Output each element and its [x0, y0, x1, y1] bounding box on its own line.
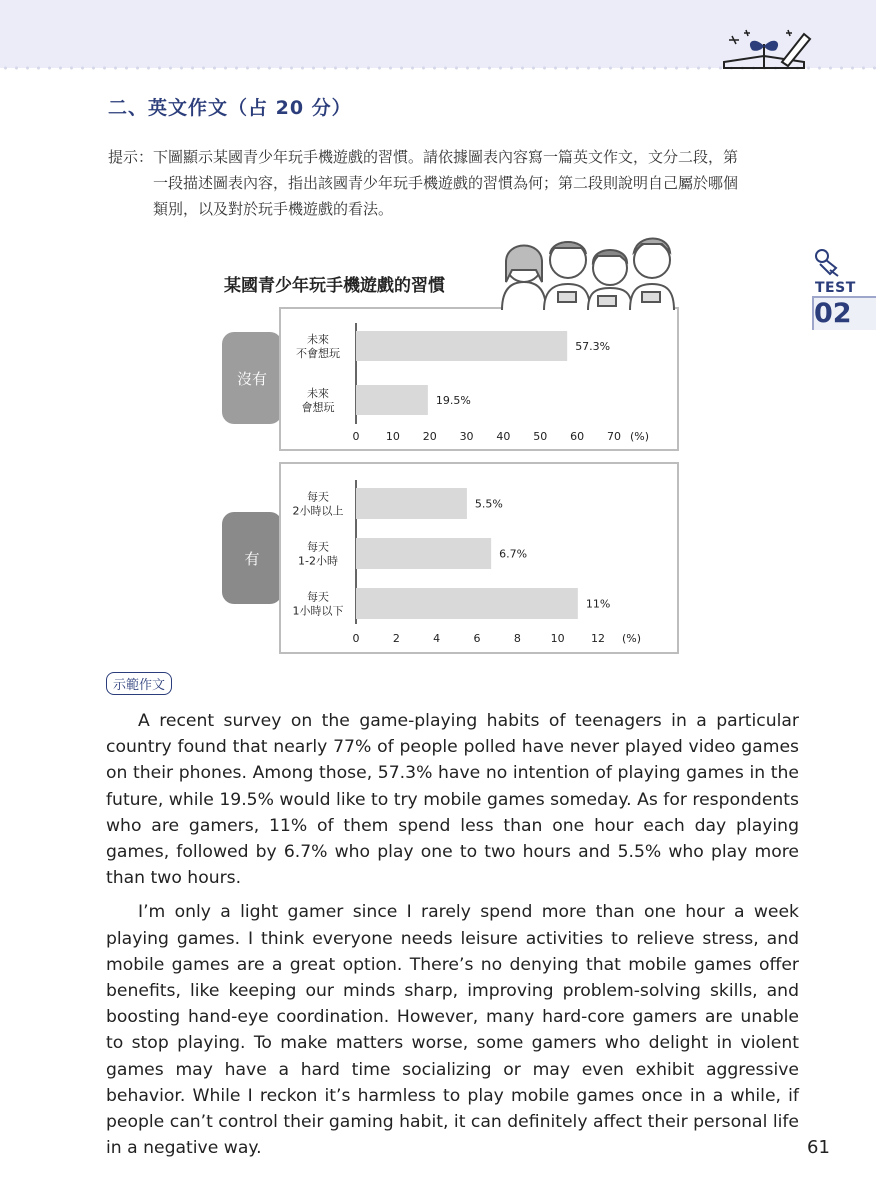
x-tick-label: 12: [591, 632, 605, 645]
page-number: 61: [807, 1137, 830, 1158]
x-tick-label: 70: [607, 430, 621, 443]
group-label: 有: [244, 550, 260, 568]
bar-value-label: 11%: [585, 597, 611, 611]
group-label: 沒有: [236, 370, 268, 388]
hint-label: 提示：: [108, 148, 154, 166]
panel-frame: [280, 308, 678, 450]
category-label-line1: 每天: [307, 490, 329, 504]
bar: [356, 331, 567, 361]
x-tick-label: 20: [422, 430, 437, 443]
x-tick-label: 30: [459, 430, 474, 443]
x-tick-label: 60: [570, 430, 585, 443]
bar-value-label: 57.3%: [575, 340, 611, 353]
x-tick-label: 50: [533, 430, 548, 443]
category-label-line1: 未來: [307, 387, 329, 400]
essay-paragraph: I’m only a light gamer since I rarely spend more than one hour a week playing games. I think everyone needs leisure activities to relieve stress, and mobile games are a great option. There’s no denying that mobile games offer benefits, like keeping our minds sharp, improving problem-solving skills, and boosting hand-eye coordination. However, many hard-core gamers are unable to stop playing. To make matters worse, some gamers who delight in violent games may have a hard time socializing or may even exhibit aggressive behavior. While I reckon it’s harmless to play mobile games once in a while, if people can’t control their gaming habit, it can definitely affect their personal life in a negative way.: [106, 902, 799, 1159]
hint-line: 類別，以及對於玩手機遊戲的看法。: [153, 200, 394, 218]
chart-title: 某國青少年玩手機遊戲的習慣: [224, 276, 445, 296]
bar-value-label: 19.5%: [435, 394, 471, 407]
bar: [356, 538, 491, 569]
x-tick-label: 8: [513, 632, 521, 645]
bar: [356, 385, 428, 415]
category-label-line1: 每天: [307, 590, 329, 604]
sample-essay: [106, 708, 799, 1169]
category-label-line2: 1小時以下: [292, 604, 344, 618]
category-label-line2: 不會想玩: [296, 347, 340, 360]
essay-paragraph: A recent survey on the game-playing habits of teenagers in a particular country found that nearly 77% of people polled have never played video games on their phones. Among those, 57.3% have no intention of playing games in the future, while 19.5% would like to try mobile games someday. As for respondents who are gamers, 11% of them spend less than one hour each day playing games, followed by 6.7% who play one to two hours and 5.5% who play more than two hours.: [106, 711, 799, 889]
category-label-line2: 會想玩: [301, 401, 335, 414]
test-number: 02: [814, 298, 852, 329]
four-kids-with-phones-icon: [498, 230, 678, 310]
x-axis-unit: (%): [622, 632, 642, 645]
bar-value-label: 6.7%: [499, 547, 528, 561]
hint-line: 一段描述圖表內容，指出該國青少年玩手機遊戲的習慣為何；第二段則說明自己屬於哪個: [153, 174, 739, 192]
x-tick-label: 10: [550, 632, 565, 645]
x-tick-label: 4: [433, 632, 441, 645]
bar: [356, 588, 578, 619]
category-label-line2: 2小時以上: [292, 504, 344, 518]
bar: [356, 488, 467, 519]
x-tick-label: 2: [392, 632, 400, 645]
category-label-line1: 未來: [307, 333, 329, 346]
x-axis-unit: (%): [630, 430, 650, 443]
section-heading: 二、英文作文（占 20 分）: [108, 97, 352, 119]
x-tick-label: 0: [352, 632, 360, 645]
category-label-line2: 1-2小時: [298, 554, 338, 568]
bar-value-label: 5.5%: [474, 497, 503, 511]
category-label-line1: 每天: [307, 540, 329, 554]
x-tick-label: 0: [352, 430, 360, 443]
x-tick-label: 6: [473, 632, 481, 645]
test-label: TEST: [815, 280, 856, 296]
sample-essay-label: 示範作文: [106, 672, 172, 695]
x-tick-label: 10: [385, 430, 400, 443]
hint-line: 下圖顯示某國青少年玩手機遊戲的習慣。請依據圖表內容寫一篇英文作文，文分二段，第: [153, 148, 739, 166]
x-tick-label: 40: [496, 430, 511, 443]
